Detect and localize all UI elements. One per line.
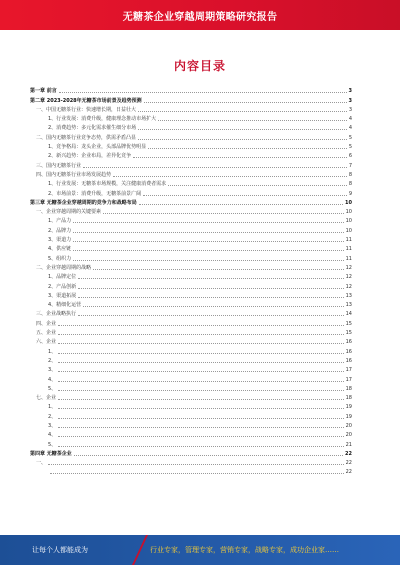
- toc-entry-page: 12: [345, 283, 352, 290]
- toc-entry-text: 4、: [48, 376, 57, 383]
- toc-entry-page: 12: [345, 264, 352, 271]
- toc-entry-page: 10: [345, 227, 352, 234]
- toc-entry-text: 2、: [48, 357, 57, 364]
- toc-entry-page: 11: [345, 246, 352, 253]
- toc-entry-text: 一、: [36, 460, 47, 467]
- toc-entry-page: 8: [348, 181, 352, 188]
- toc-dot-leader: [83, 306, 343, 307]
- toc-dot-leader: [113, 176, 347, 177]
- toc-dot-leader: [138, 139, 347, 140]
- toc-entry-text: 1、品牌定位: [48, 274, 77, 281]
- toc-dot-leader: [58, 325, 344, 326]
- toc-entry-text: 1、行业发展：无糖茶市场规模，关注健康消费者需求: [48, 181, 167, 188]
- toc-dot-leader: [83, 167, 347, 168]
- toc-entry-text: 1、竞争格局：龙头企业，头部品牌优势明显: [48, 144, 147, 151]
- toc-entry[interactable]: [30, 104, 352, 113]
- toc-entry-text: 七、企业: [36, 395, 57, 402]
- toc-entry-text: 3、渠道拓展: [48, 292, 77, 299]
- toc-entry-page: 8: [348, 171, 352, 178]
- toc-dot-leader: [58, 436, 343, 437]
- toc-dot-leader: [78, 297, 343, 298]
- toc-entry-text: 1、产品力: [48, 218, 72, 225]
- toc-dot-leader: [148, 148, 347, 149]
- toc-entry[interactable]: [30, 85, 352, 94]
- toc-entry[interactable]: [30, 122, 352, 131]
- toc-entry-page: 13: [345, 292, 352, 299]
- toc-entry-page: 6: [348, 153, 352, 160]
- toc-entry-text: 1、行业发展：消费升级，健康理念推动市场扩大: [48, 116, 157, 123]
- toc-entry-text: 5、: [48, 385, 57, 392]
- toc-entry[interactable]: [30, 429, 352, 438]
- toc-dot-leader: [143, 195, 347, 196]
- toc-entry[interactable]: [30, 317, 352, 326]
- toc-dot-leader: [58, 446, 343, 447]
- toc-entry-page: 10: [345, 209, 352, 216]
- toc-entry[interactable]: [30, 290, 352, 299]
- toc-entry[interactable]: [30, 373, 352, 382]
- toc-dot-leader: [78, 288, 343, 289]
- toc-entry-page: 16: [345, 357, 352, 364]
- toc-entry[interactable]: [30, 410, 352, 419]
- toc-entry-text: 3、渠道力: [48, 237, 72, 244]
- toc-entry-text: 2、新兴趋势：企业布局，差异化竞争: [48, 153, 132, 160]
- toc-entry-text: 5、组织力: [48, 255, 72, 262]
- toc-entry-text: 1、: [48, 404, 57, 411]
- report-title: 无糖茶企业穿越周期策略研究报告: [122, 11, 278, 23]
- toc-dot-leader: [58, 390, 343, 391]
- toc-entry-page: 18: [345, 395, 352, 402]
- toc-dot-leader: [58, 381, 343, 382]
- toc-entry[interactable]: [30, 336, 352, 345]
- table-of-contents: [30, 85, 352, 475]
- toc-dot-leader: [138, 129, 347, 130]
- toc-entry[interactable]: [30, 271, 352, 280]
- toc-entry-page: 11: [345, 237, 352, 244]
- toc-entry[interactable]: [30, 308, 352, 317]
- header-bar: [0, 0, 400, 30]
- toc-entry-text: 二、企业穿越周期的战略: [36, 264, 92, 271]
- toc-dot-leader: [139, 204, 343, 205]
- toc-dot-leader: [168, 185, 347, 186]
- toc-entry-text: 2、消费趋势：多元化需求催生细分市场: [48, 125, 137, 132]
- toc-entry-page: 16: [345, 348, 352, 355]
- toc-dot-leader: [74, 455, 343, 456]
- toc-entry-text: 三、企业战略执行: [36, 311, 77, 318]
- toc-entry-page: 22: [345, 460, 352, 467]
- toc-entry-page: 11: [345, 255, 352, 262]
- toc-dot-leader: [73, 232, 343, 233]
- toc-entry[interactable]: [30, 466, 352, 475]
- toc-entry-text: 1、: [48, 348, 57, 355]
- toc-dot-leader: [73, 241, 343, 242]
- toc-entry-page: 14: [345, 311, 352, 318]
- toc-entry-text: 3、: [48, 367, 57, 374]
- toc-entry-text: 二、国内无糖茶行业竞争态势，供需矛盾凸显: [36, 134, 137, 141]
- toc-entry-text: 2、品牌力: [48, 227, 72, 234]
- footer-bar: [0, 535, 400, 565]
- toc-entry-page: 15: [345, 330, 352, 337]
- toc-dot-leader: [138, 111, 347, 112]
- toc-entry[interactable]: [30, 383, 352, 392]
- toc-entry-page: 3: [348, 88, 352, 95]
- toc-entry[interactable]: [30, 327, 352, 336]
- toc-entry-page: 12: [345, 274, 352, 281]
- toc-entry-text: 四、企业: [36, 320, 57, 327]
- toc-dot-leader: [58, 362, 343, 363]
- toc-entry-text: 三、国内无糖茶行业: [36, 162, 82, 169]
- toc-entry[interactable]: [30, 448, 352, 457]
- toc-entry-text: 2、产品创新: [48, 283, 77, 290]
- toc-dot-leader: [103, 213, 344, 214]
- toc-entry-page: 22: [345, 469, 352, 476]
- footer-lead-in: 让每个人都能成为: [32, 546, 88, 554]
- toc-entry[interactable]: [30, 262, 352, 271]
- toc-entry-page: 20: [345, 422, 352, 429]
- toc-dot-leader: [78, 278, 343, 279]
- toc-entry-text: 四、国内无糖茶行业市场发展趋势: [36, 171, 112, 178]
- toc-entry-page: 5: [348, 134, 352, 141]
- toc-entry[interactable]: [30, 438, 352, 447]
- toc-entry-text: 第四章 无糖茶企业: [30, 450, 72, 457]
- toc-entry-page: 21: [345, 441, 352, 448]
- footer-roles: 行业专家，管理专家，营销专家，战略专家，成功企业家……: [150, 546, 339, 554]
- toc-entry-page: 9: [348, 190, 352, 197]
- toc-entry-page: 4: [348, 125, 352, 132]
- toc-entry-page: 17: [345, 376, 352, 383]
- toc-entry-text: 4、精细化运营: [48, 302, 82, 309]
- toc-entry[interactable]: [30, 345, 352, 354]
- toc-dot-leader: [50, 473, 344, 474]
- toc-entry[interactable]: [30, 159, 352, 168]
- toc-dot-leader: [133, 157, 347, 158]
- toc-dot-leader: [93, 269, 344, 270]
- toc-entry-page: 10: [345, 218, 352, 225]
- toc-entry-text: 五、企业: [36, 330, 57, 337]
- toc-entry-page: 7: [348, 162, 352, 169]
- toc-entry-text: 第一章 前言: [30, 88, 57, 95]
- toc-entry-text: 第三章 无糖茶企业穿越周期的竞争力和战略布局: [30, 199, 137, 206]
- toc-entry-page: 10: [345, 199, 352, 206]
- toc-entry[interactable]: [30, 169, 352, 178]
- toc-entry-text: 5、: [48, 441, 57, 448]
- toc-entry[interactable]: [30, 224, 352, 233]
- toc-entry-page: 20: [345, 432, 352, 439]
- toc-entry-page: 22: [345, 450, 352, 457]
- toc-dot-leader: [48, 464, 344, 465]
- toc-entry[interactable]: [30, 234, 352, 243]
- toc-entry[interactable]: [30, 457, 352, 466]
- toc-title: 内容目录: [173, 59, 226, 73]
- toc-entry-page: 4: [348, 116, 352, 123]
- toc-entry-text: 一、企业穿越周期的关键要素: [36, 209, 102, 216]
- toc-entry[interactable]: [30, 252, 352, 261]
- toc-entry[interactable]: [30, 420, 352, 429]
- toc-entry-page: 3: [348, 106, 352, 113]
- toc-entry[interactable]: [30, 364, 352, 373]
- toc-entry[interactable]: [30, 243, 352, 252]
- toc-entry[interactable]: [30, 178, 352, 187]
- toc-entry[interactable]: [30, 150, 352, 159]
- toc-entry[interactable]: [30, 187, 352, 196]
- toc-dot-leader: [73, 222, 343, 223]
- toc-entry[interactable]: [30, 197, 352, 206]
- toc-entry-page: 19: [345, 404, 352, 411]
- toc-dot-leader: [59, 92, 347, 93]
- toc-entry[interactable]: [30, 141, 352, 150]
- toc-entry[interactable]: [30, 131, 352, 140]
- toc-entry-text: 一、中国无糖茶行业：快速增长期，日益壮大: [36, 106, 137, 113]
- toc-entry-text: 4、供应链: [48, 246, 72, 253]
- toc-dot-leader: [73, 260, 343, 261]
- toc-dot-leader: [144, 102, 347, 103]
- toc-entry-text: 4、: [48, 432, 57, 439]
- toc-entry-text: 第二章 2023-2028年无糖茶市场前景及趋势预测: [30, 97, 142, 104]
- toc-entry[interactable]: [30, 94, 352, 103]
- toc-dot-leader: [58, 418, 343, 419]
- toc-entry-text: 六、企业: [36, 339, 57, 346]
- toc-dot-leader: [58, 427, 343, 428]
- toc-dot-leader: [58, 371, 343, 372]
- toc-entry-page: 19: [345, 413, 352, 420]
- toc-entry-page: 18: [345, 385, 352, 392]
- toc-dot-leader: [73, 250, 343, 251]
- footer-separator: [132, 535, 148, 565]
- toc-entry[interactable]: [30, 206, 352, 215]
- toc-dot-leader: [58, 408, 343, 409]
- toc-entry[interactable]: [30, 299, 352, 308]
- toc-entry[interactable]: [30, 113, 352, 122]
- toc-entry[interactable]: [30, 401, 352, 410]
- toc-entry-page: 15: [345, 320, 352, 327]
- toc-entry-page: 16: [345, 339, 352, 346]
- toc-dot-leader: [158, 120, 347, 121]
- toc-dot-leader: [58, 334, 344, 335]
- toc-entry-page: 5: [348, 144, 352, 151]
- toc-entry[interactable]: [30, 215, 352, 224]
- toc-entry-page: 13: [345, 302, 352, 309]
- toc-entry-text: 2、: [48, 413, 57, 420]
- toc-entry[interactable]: [30, 355, 352, 364]
- toc-dot-leader: [58, 399, 344, 400]
- toc-entry-text: 2、市场前景：消费升级，无糖茶前景广阔: [48, 190, 142, 197]
- toc-entry-page: 3: [348, 97, 352, 104]
- toc-dot-leader: [58, 353, 343, 354]
- toc-entry-text: 3、: [48, 422, 57, 429]
- toc-dot-leader: [58, 343, 344, 344]
- toc-dot-leader: [78, 315, 344, 316]
- toc-entry[interactable]: [30, 280, 352, 289]
- toc-entry[interactable]: [30, 392, 352, 401]
- toc-entry-page: 17: [345, 367, 352, 374]
